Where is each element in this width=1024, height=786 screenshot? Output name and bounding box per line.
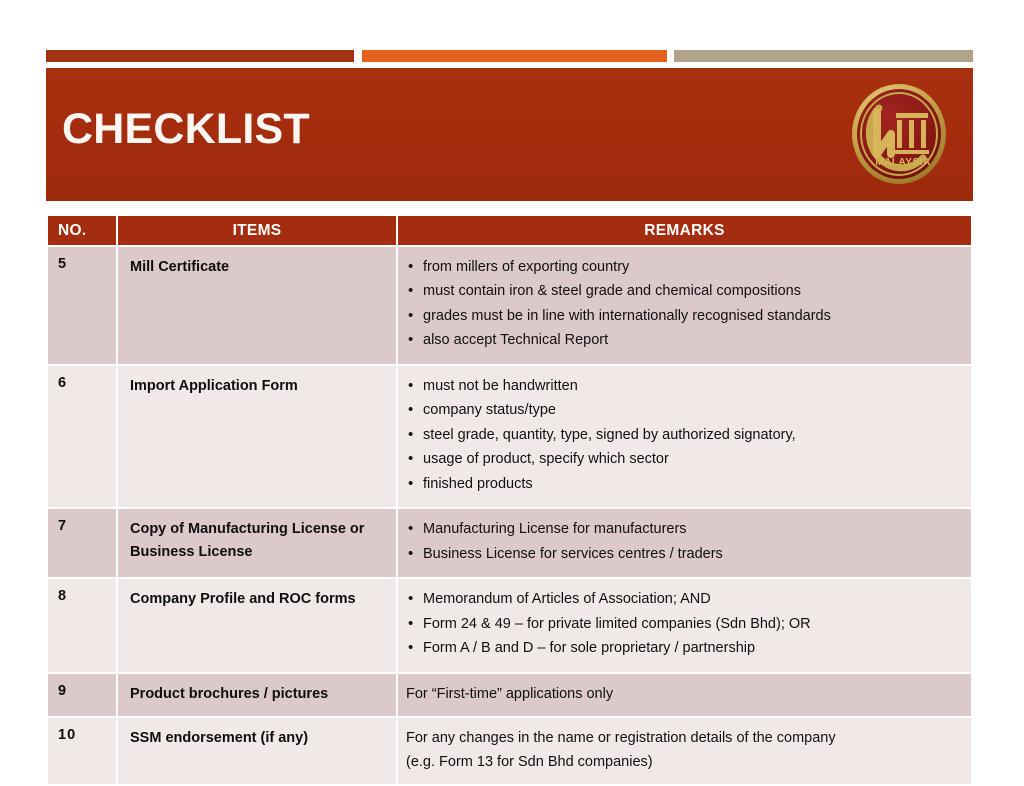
cell-remarks — [398, 579, 971, 671]
remarks-bullet-list — [406, 256, 963, 353]
cell-remarks — [398, 674, 971, 716]
remarks-bullet-item: • finished products — [406, 473, 963, 496]
table-header-row — [48, 216, 971, 245]
remarks-bullet-item: • company status/type — [406, 399, 963, 422]
cell-remarks — [398, 366, 971, 507]
column-header-remarks: REMARKS — [398, 216, 971, 245]
cell-no: 8 — [48, 579, 116, 671]
cell-item: Company Profile and ROC forms — [118, 579, 396, 671]
accent-bar-tan — [674, 50, 973, 62]
remarks-bullet-item: • Business License for services centres / traders — [406, 543, 963, 566]
table-row — [48, 509, 971, 577]
cell-no: 9 — [48, 674, 116, 716]
remarks-bullet-item: • from millers of exporting country — [406, 256, 963, 279]
accent-bar-dark-red — [46, 50, 354, 62]
table-row — [48, 674, 971, 716]
accent-bar-orange — [362, 50, 667, 62]
column-header-items: ITEMS — [118, 216, 396, 245]
title-banner — [46, 68, 973, 201]
cell-item: Mill Certificate — [118, 247, 396, 364]
cell-item: Product brochures / pictures — [118, 674, 396, 716]
remarks-bullet-item: • also accept Technical Report — [406, 329, 963, 352]
remarks-bullet-item: • grades must be in line with internationally recognised standards — [406, 305, 963, 328]
remarks-bullet-item: • usage of product, specify which sector — [406, 448, 963, 471]
cell-no: 6 — [48, 366, 116, 507]
miti-malaysia-logo — [847, 82, 951, 186]
cell-remarks — [398, 718, 971, 784]
cell-item: SSM endorsement (if any) — [118, 718, 396, 784]
accent-bar-group — [0, 50, 1024, 62]
cell-no: 5 — [48, 247, 116, 364]
remarks-text-line: (e.g. Form 13 for Sdn Bhd companies) — [406, 753, 653, 770]
remarks-bullet-item: • must contain iron & steel grade and chemical compositions — [406, 280, 963, 303]
remarks-text-line: For any changes in the name or registration details of the company — [406, 730, 836, 747]
cell-item: Copy of Manufacturing License or Business License — [118, 509, 396, 577]
remarks-bullet-item: • Form A / B and D – for sole proprietary / partnership — [406, 637, 963, 660]
cell-no: 7 — [48, 509, 116, 577]
table-row — [48, 366, 971, 507]
remarks-bullet-list — [406, 518, 963, 566]
remarks-bullet-item: • Memorandum of Articles of Association; AND — [406, 588, 963, 611]
remarks-bullet-item: • must not be handwritten — [406, 375, 963, 398]
column-header-no: NO. — [48, 216, 116, 245]
table-body — [48, 247, 971, 784]
remarks-bullet-item: • Manufacturing License for manufacturers — [406, 518, 963, 541]
cell-no: 10 — [48, 718, 116, 784]
table-row — [48, 579, 971, 671]
remarks-bullet-list — [406, 375, 963, 496]
remarks-bullet-item: • Form 24 & 49 – for private limited companies (Sdn Bhd); OR — [406, 613, 963, 636]
remarks-text-line: For “First-time” applications only — [406, 685, 614, 702]
cell-item: Import Application Form — [118, 366, 396, 507]
cell-remarks — [398, 509, 971, 577]
remarks-bullet-list — [406, 588, 963, 660]
remarks-bullet-item: • steel grade, quantity, type, signed by authorized signatory, — [406, 424, 963, 447]
checklist-table — [46, 214, 973, 786]
table-row — [48, 247, 971, 364]
cell-remarks — [398, 247, 971, 364]
page-title: CHECKLIST — [62, 105, 310, 153]
svg-text:MALAYSIA: MALAYSIA — [875, 157, 931, 168]
table-row — [48, 718, 971, 784]
